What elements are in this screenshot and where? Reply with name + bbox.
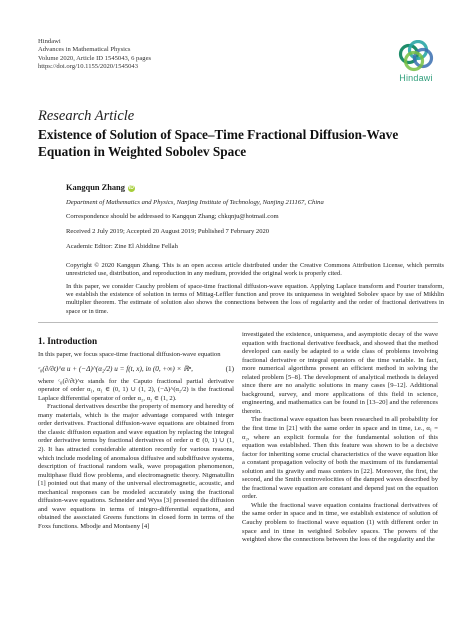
paper-title: Existence of Solution of Space–Time Fractional Diffusion-Wave Equation in Weighted Sobolev Space	[38, 127, 399, 159]
paragraph: where ᶜ₀(∂/∂t)^α stands for the Caputo fractional partial derivative operator of order α₁, α₁ ∈ (0, 1) ∪ (1, 2), (−Δ)^(α₂/2) is the fractional Laplace differential operator of order α₂, α₂ ∈ (1, 2).	[38, 377, 234, 402]
author-name: Kangqun Zhang	[66, 183, 125, 192]
paragraph: investigated the existence, uniqueness, and asymptotic decay of the wave equation with fractional derivative feedback, and showed that the method developed can easily be adapted to a wide class of problems involving fractional derivative or integral operators of the time variable. In fact, more numerical algorithms present an efficient method in solving the related problem [5–8]. The development of analytical methods is delayed since there are no analytic solutions in many cases [9–12]. Additional background, survey, and more applications of this field in science, engineering, and mathematics can be found in [13–20] and the references therein.	[242, 331, 438, 415]
section-divider	[38, 322, 438, 323]
paragraph: While the fractional wave equation contains fractional derivatives of the same order in space and in time, we establish existence of solution of Cauchy problem to fractional wave equation (1) with different order in space and in time in weighted Sobolev spaces. The powers of the weighted show the connections between the loss of the regularity and the	[242, 501, 438, 544]
author-line	[66, 183, 135, 192]
hindawi-logo-icon	[392, 40, 440, 74]
orcid-icon[interactable]: iD	[128, 184, 134, 191]
doi-link[interactable]: https://doi.org/10.1155/2020/1545043	[38, 63, 139, 71]
journal-header	[38, 38, 151, 72]
section-heading: 1. Introduction	[38, 336, 98, 346]
journal-name: Advances in Mathematical Physics	[38, 46, 131, 54]
right-column	[242, 331, 438, 545]
affiliation: Department of Mathematics and Physics, Nanjing Institute of Technology, Nanjing 211167, China	[66, 199, 324, 206]
paragraph: Fractional derivatives describe the property of memory and heredity of many materials, which is the major advantage compared with integer order derivatives. Fractional diffusion-wave equations are obtained from the classic diffusion equation and wave equation by replacing the integral order derivative terms by fractional derivatives of order α ∈ (0, 1) ∪ (1, 2). It has attracted considerable attention recently for various reasons, which include modeling of anomalous diffusive and subdiffusive systems, description of fractional random walk, wave propagation phenomenon, multiphase fluid flow problems, and electromagnetic theory. Nigmatullin [1] pointed out that many of the universal electromagnetic, acoustic, and mechanical responses can be modeled accurately using the fractional diffusion-wave equations. Schneider and Wyss [3] presented the diffusion and wave equations in terms of integro-differential equations, and obtained the associated Greens functions in closed form in terms of the Foxs functions. Mbodje and Montseny [4]	[38, 403, 234, 530]
left-column	[38, 337, 234, 531]
publisher-name: Hindawi	[38, 38, 61, 45]
volume-info: Volume 2020, Article ID 1545043, 6 pages	[38, 54, 152, 62]
correspondence: Correspondence should be addressed to Kangqun Zhang; chkqnju@hotmail.com	[66, 213, 279, 220]
publication-dates: Received 2 July 2019; Accepted 20 August 2019; Published 7 February 2020	[66, 228, 270, 235]
equation-1	[38, 365, 234, 374]
paragraph: The fractional wave equation has been researched in all probability for the first time in [21] with the same order in space and in time, i.e., α₁ = α₂, where an explicit formula for the fundamental solution of this equation was established. Then this feature was shown to be a decisive factor for inheriting some crucial characteristics of the wave equation like a constant propagation velocity of both the maximum of its fundamental solution and its gravity and mass centers in [22]. Moreover, the first, the second, and the Smith centrovelocities of the damped waves described by the fractional wave equation are constant and depend just on the equation order.	[242, 416, 438, 501]
hindawi-logo	[392, 40, 440, 92]
academic-editor: Academic Editor: Zine El Abiddine Fellah	[66, 243, 178, 250]
copyright-notice: Copyright © 2020 Kangqun Zhang. This is an open access article distributed under the Creative Commons Attribution License, which permits unrestricted use, distribution, and reproduction in any medium, provided the original work is properly cited.	[66, 262, 444, 278]
intro-paragraph: In this paper, we focus space-time fractional diffusion-wave equation	[38, 350, 221, 358]
abstract: In this paper, we consider Cauchy problem of space-time fractional diffusion-wave equation. Applying Laplace transform and Fourier transform, we establish the existence of solution in terms of Mittag-Leffler function and prove its uniqueness in weighted Sobolev space by use of Mikhlin multiplier theorem. The estimate of solution also shows the connections between the loss of regularity and the order of fractional derivatives in space or in time.	[66, 283, 444, 315]
article-type: Research Article	[38, 108, 135, 124]
equation-body: ᶜ₀(∂/∂t)^α u + (−Δ)^(α₂/2) u = f(t, x), in (0, +∞) × ℝⁿ,	[38, 365, 193, 374]
equation-number: (1)	[225, 365, 234, 374]
logo-wordmark: Hindawi	[399, 73, 433, 83]
